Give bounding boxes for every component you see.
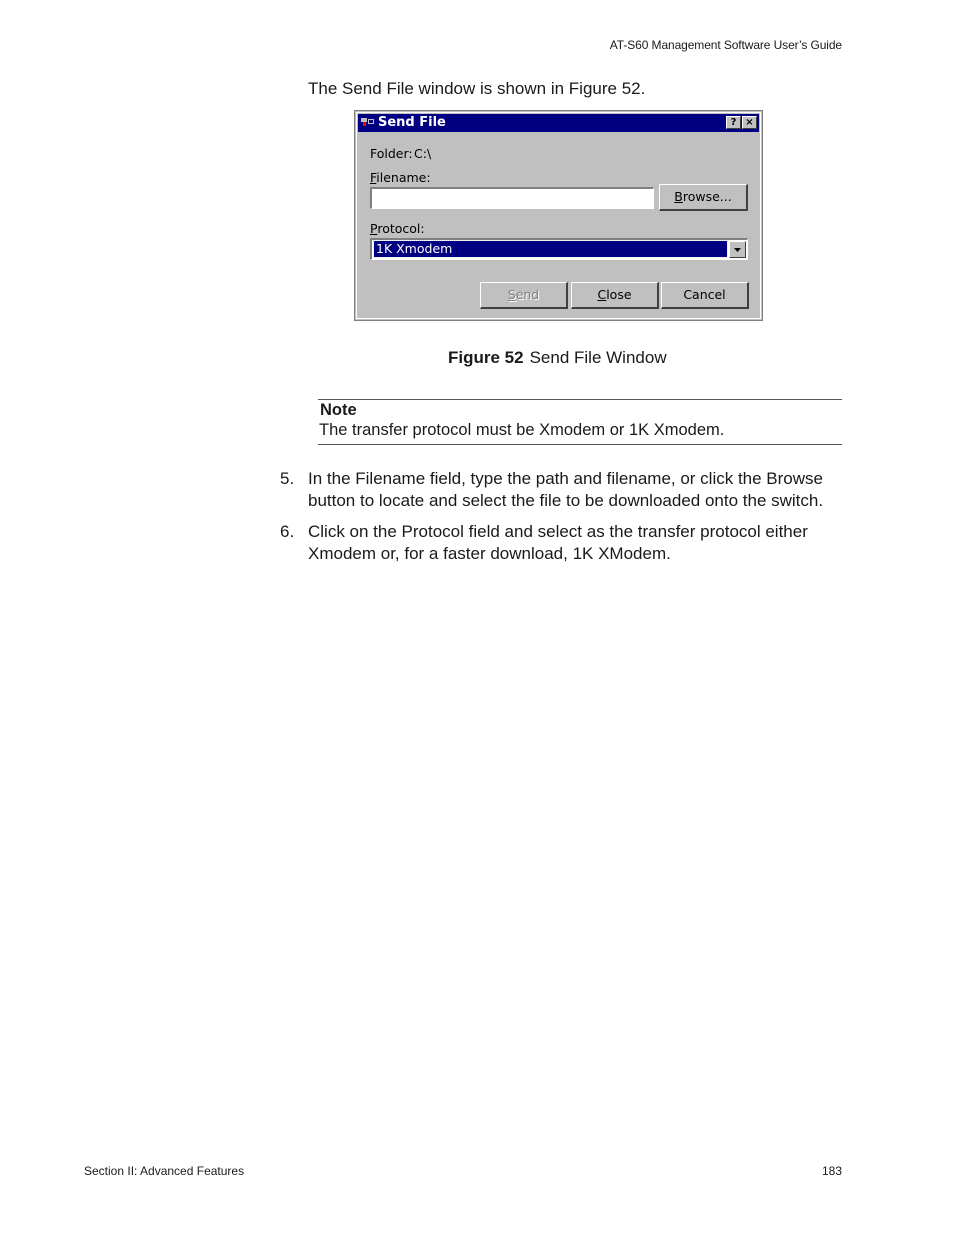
protocol-selected-value: 1K Xmodem	[374, 241, 727, 257]
filename-label: Filename:	[370, 170, 431, 185]
browse-button[interactable]: Browse...	[659, 184, 748, 211]
protocol-label: Protocol:	[370, 221, 425, 236]
dropdown-arrow-icon[interactable]	[729, 241, 746, 258]
intro-paragraph: The Send File window is shown in Figure 52.	[308, 79, 646, 98]
folder-label: Folder:	[370, 146, 413, 161]
cancel-button[interactable]: Cancel	[661, 282, 749, 309]
figure-caption	[448, 348, 667, 368]
step-number: 6.	[280, 522, 295, 541]
filename-input[interactable]	[370, 187, 654, 209]
note-text: The transfer protocol must be Xmodem or 1K Xmodem.	[319, 421, 725, 439]
footer-section: Section II: Advanced Features	[84, 1164, 245, 1178]
step-number: 5.	[280, 469, 295, 488]
note-heading: Note	[320, 401, 357, 419]
close-x-button[interactable]: ×	[742, 116, 757, 129]
protocol-select[interactable]	[370, 238, 748, 260]
send-button[interactable]: Send	[480, 282, 568, 309]
step-text: In the Filename field, type the path and filename, or click the Browse button to locate and select the file to be downloaded onto the switch.	[308, 469, 824, 510]
close-button[interactable]: Close	[571, 282, 659, 309]
send-file-dialog	[354, 110, 763, 321]
figure-number: Figure 52	[448, 348, 524, 367]
note-box	[318, 399, 842, 445]
folder-value: C:\	[414, 146, 432, 161]
running-header: AT-S60 Management Software User’s Guide	[609, 38, 842, 52]
terminal-app-icon	[361, 117, 375, 128]
dialog-title: Send File	[378, 115, 446, 130]
footer-page-number: 183	[821, 1164, 842, 1178]
figure-title: Send File Window	[529, 348, 667, 367]
dialog-titlebar[interactable]	[358, 114, 759, 132]
step-text: Click on the Protocol field and select as the transfer protocol either Xmodem or, for a faster download, 1K XModem.	[308, 522, 808, 563]
help-button[interactable]: ?	[726, 116, 741, 129]
